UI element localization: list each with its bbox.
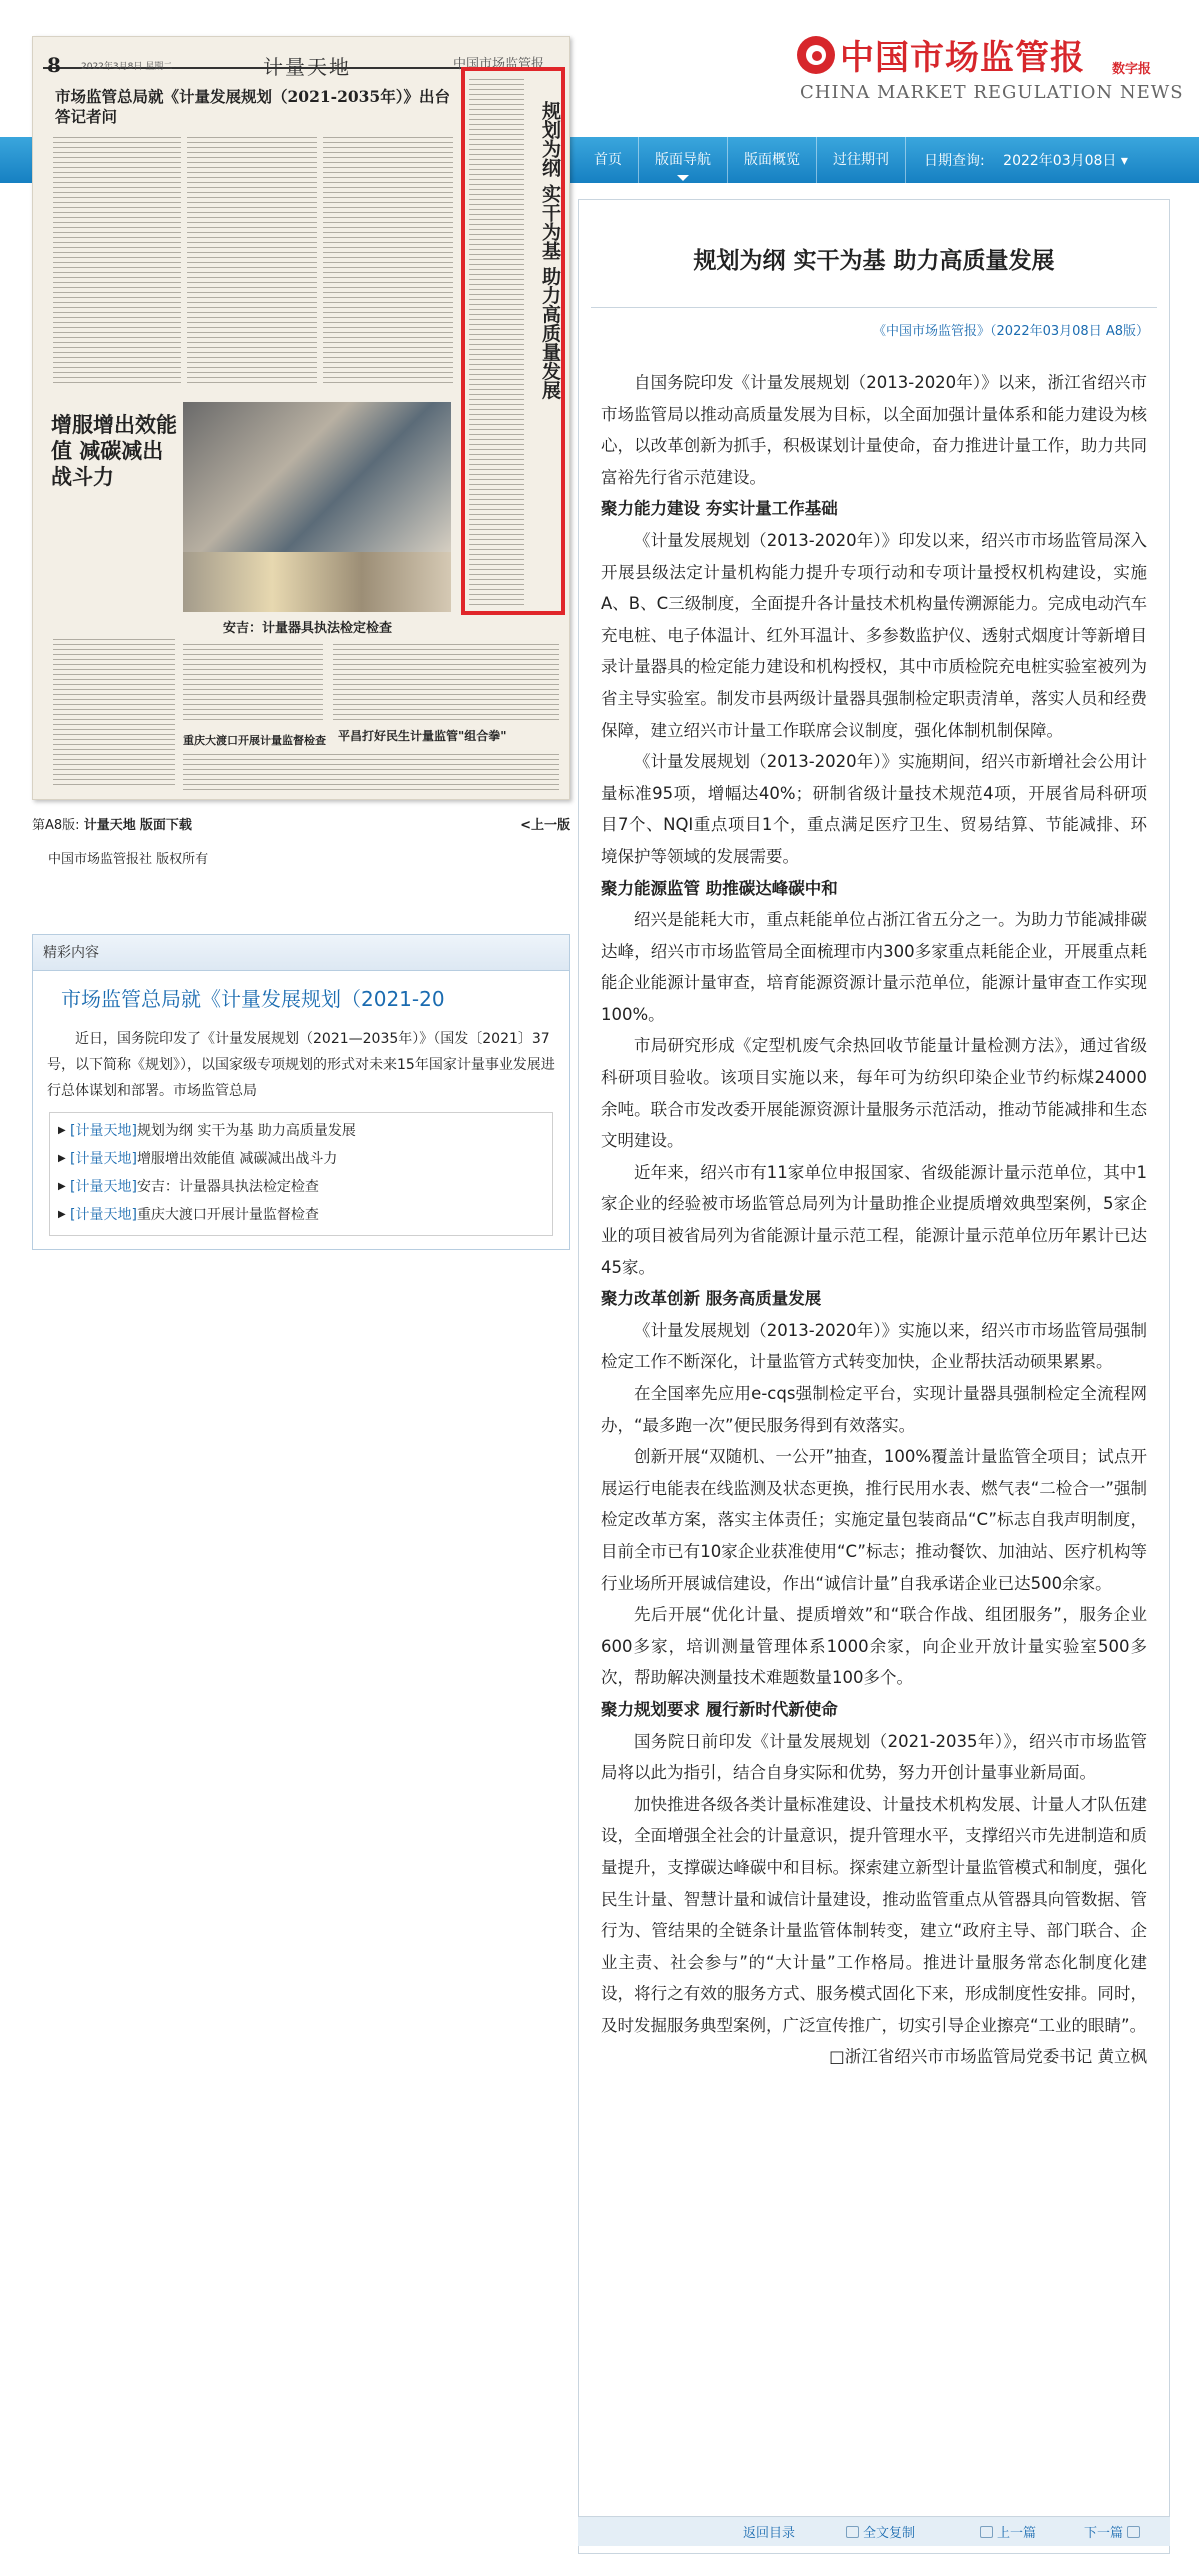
article-body xyxy=(601,367,1147,2073)
featured-panel xyxy=(32,934,570,1250)
side-headline[interactable]: 增服增出效能值 减碳减出战斗力 xyxy=(51,412,177,489)
logo-title[interactable]: 中国市场监管报 xyxy=(840,38,1085,78)
link-text[interactable]: 重庆大渡口开展计量监督检查 xyxy=(136,1207,319,1223)
next-article-button[interactable] xyxy=(1084,2522,1140,2541)
news-photo xyxy=(183,402,451,552)
link-text[interactable]: 安吉：计量器具执法检定检查 xyxy=(136,1179,319,1195)
featured-link[interactable] xyxy=(50,1145,552,1173)
featured-title[interactable]: 市场监管总局就《计量发展规划（2021-20 xyxy=(61,987,445,1011)
copy-icon xyxy=(846,2526,859,2538)
article-subheading: 聚力能源监管 助推碳达峰碳中和 xyxy=(601,878,838,898)
link-tag[interactable]: [计量天地] xyxy=(70,1207,137,1223)
article-paragraph: 创新开展“双随机、一公开”抽查，100%覆盖计量监管全项目；试点开展运行电能表在线监测及状态更换，推行民用水表、燃气表“二检合一”强制检定改革方案，落实主体责任；实施定量包装商品“C”标志自我声明制度，目前全市已有10家企业获准使用“C”标志；推动餐饮、加油站、医疗机构等行业场所开展诚信建设，作出“诚信计量”自我承诺企业已达500余家。 xyxy=(601,1447,1147,1593)
page-section: 计量天地 xyxy=(263,55,351,79)
link-tag[interactable]: [计量天地] xyxy=(70,1179,137,1195)
article-byline: □浙江省绍兴市市场监管局党委书记 黄立枫 xyxy=(829,2047,1147,2067)
text-column xyxy=(183,752,559,792)
back-label: 返回目录 xyxy=(743,2526,796,2541)
prev-label: 上一篇 xyxy=(997,2526,1037,2541)
link-text[interactable]: 规划为纲 实干为基 助力高质量发展 xyxy=(136,1123,356,1139)
article-paragraph: 《计量发展规划（2013-2020年）》印发以来，绍兴市市场监管局深入开展县级法定计量机构能力提升专项行动和专项计量授权机构建设，实施A、B、C三级制度，全面提升各计量技术机构量传溯源能力。完成电动汽车充电桩、电子体温计、红外耳温计、多参数监护仪、透射式烟度计等新增目录计量器具的检定能力建设和机构授权，其中市质检院充电桩实验室被列为省主导实验室。制发市县两级计量器具强制检定职责清单，落实人员和经费保障，建立绍兴市计量工作联席会议制度，强化体制机制保障。 xyxy=(601,530,1147,740)
article-paragraph: 市局研究形成《定型机废气余热回收节能量计量检测方法》，通过省级科研项目验收。该项目实施以来，每年可为纺织印染企业节约标煤24000余吨。联合市发改委开展能源资源计量服务示范活动，推动节能减排和生态文明建设。 xyxy=(601,1036,1147,1151)
date-query xyxy=(906,150,1128,170)
article-title: 规划为纲 实干为基 助力高质量发展 xyxy=(693,248,1055,274)
article-paragraph: 《计量发展规划（2013-2020年）》实施以来，绍兴市市场监管局强制检定工作不断深化，计量监管方式转变加快，企业帮扶活动硕果累累。 xyxy=(601,1320,1147,1372)
page-footer xyxy=(32,814,570,833)
article-paragraph: 在全国率先应用e-cqs强制检定平台，实现计量器具强制检定全流程网办，“最多跑一次”便民服务得到有效落实。 xyxy=(601,1384,1147,1435)
nav-page-navigation[interactable]: 版面导航 xyxy=(639,137,728,183)
copyright: 中国市场监管报社 版权所有 xyxy=(48,852,209,867)
nav-page-overview[interactable]: 版面概览 xyxy=(728,137,817,183)
article-subheading: 聚力能力建设 夯实计量工作基础 xyxy=(601,499,838,519)
small-headline[interactable]: 重庆大渡口开展计量监督检查 xyxy=(183,734,326,747)
next-label: 下一篇 xyxy=(1084,2526,1124,2541)
date-select[interactable]: 2022年03月08日 ▾ xyxy=(1003,153,1128,169)
featured-link[interactable] xyxy=(50,1117,552,1145)
article-panel xyxy=(578,199,1170,2554)
prev-icon xyxy=(980,2526,993,2538)
article-paragraph: 近年来，绍兴市有11家单位申报国家、省级能源计量示范单位，其中1家企业的经验被市场监管总局列为计量助推企业提质增效典型案例，5家企业的项目被省局列为省能源计量示范工程，能源计量示范单位历年累计已达45家。 xyxy=(601,1162,1147,1277)
page-label: 第A8版: xyxy=(32,818,80,833)
featured-link[interactable] xyxy=(50,1201,552,1229)
text-column xyxy=(187,135,317,385)
logo-icon xyxy=(797,36,835,74)
article-paragraph: 自国务院印发《计量发展规划（2013-2020年）》以来，浙江省绍兴市市场监管局以推动高质量发展为目标，以全面加强计量体系和能力建设为核心，以改革创新为抓手，积极谋划计量使命，奋力推进计量工作，助力共同富裕先行省示范建设。 xyxy=(601,373,1147,487)
prev-article-button[interactable] xyxy=(980,2522,1036,2541)
page-number: 8 xyxy=(47,53,61,77)
bullet-triangle-icon: ▶ xyxy=(58,1125,66,1136)
article-subheading: 聚力规划要求 履行新时代新使命 xyxy=(601,1699,838,1719)
text-column xyxy=(323,135,453,385)
text-column xyxy=(53,637,175,787)
logo-english: CHINA MARKET REGULATION NEWS xyxy=(800,82,1184,103)
divider xyxy=(591,307,1157,308)
page-download-link[interactable]: 版面下载 xyxy=(139,818,192,833)
nav-home[interactable]: 首页 xyxy=(578,137,639,183)
article-subheading: 聚力改革创新 服务高质量发展 xyxy=(601,1289,822,1309)
highlight-vertical-title: 规划为纲 实干为基 助力高质量发展 xyxy=(539,101,561,400)
bullet-triangle-icon: ▶ xyxy=(58,1209,66,1220)
photo-caption[interactable]: 安吉：计量器具执法检定检查 xyxy=(223,621,393,636)
article-paragraph: 《计量发展规划（2013-2020年）》实施期间，绍兴市新增社会公用计量标准95项，增幅达40%；研制省级计量技术规范4项，开展省局科研项目7个、NQI重点项目1个，重点满足医疗卫生、贸易结算、节能减排、环境保护等领域的发展需要。 xyxy=(601,752,1147,866)
main-nav xyxy=(578,137,1128,183)
article-paragraph: 绍兴是能耗大市，重点耗能单位占浙江省五分之一。为助力节能减排碳达峰，绍兴市市场监管局全面梳理市内300多家重点耗能企业，开展重点耗能企业能源计量审查，培育能源资源计量示范单位，能源计量审查工作实现100%。 xyxy=(601,910,1147,1024)
date-label: 日期查询: xyxy=(924,153,985,169)
page-section-label: 计量天地 xyxy=(83,818,136,833)
article-paragraph: 先后开展“优化计量、提质增效”和“联合作战、组团服务”，服务企业600多家，培训测量管理体系1000余家，向企业开放计量实验室500多次，帮助解决测量技术难题数量100多个。 xyxy=(601,1605,1147,1688)
newspaper-page-thumbnail[interactable] xyxy=(32,36,570,800)
back-to-toc-button[interactable] xyxy=(743,2522,795,2541)
link-tag[interactable]: [计量天地] xyxy=(70,1123,137,1139)
text-column xyxy=(53,135,181,385)
link-tag[interactable]: [计量天地] xyxy=(70,1151,137,1167)
text-column xyxy=(183,642,323,722)
page-headline[interactable]: 市场监管总局就《计量发展规划（2021-2035年）》出台答记者问 xyxy=(55,87,450,126)
nav-past-issues[interactable]: 过往期刊 xyxy=(817,137,906,183)
featured-heading: 精彩内容 xyxy=(33,935,569,971)
featured-link-list xyxy=(49,1112,553,1236)
selected-article-highlight[interactable] xyxy=(461,67,565,615)
article-source: 《中国市场监管报》（2022年03月08日 A8版） xyxy=(873,324,1149,339)
copy-label: 全文复制 xyxy=(863,2526,916,2541)
text-column xyxy=(333,642,559,722)
copy-fulltext-button[interactable] xyxy=(846,2522,915,2541)
small-headline[interactable]: 平昌打好民生计量监管"组合拳" xyxy=(338,729,507,743)
article-paragraph: 加快推进各级各类计量标准建设、计量技术机构发展、计量人才队伍建设，全面增强全社会的计量意识，提升管理水平，支撑绍兴市先进制造和质量提升，支撑碳达峰碳中和目标。探索建立新型计量监管模式和制度，强化民生计量、智慧计量和诚信计量建设，推动监管重点从管器具向管数据、管行为、管结果的全链条计量监管体制转变，建立“政府主导、部门联合、企业主责、社会参与”的“大计量”工作格局。推进计量服务常态化制度化建设，将行之有效的服务方式、服务模式固化下来，形成制度性安排。同时，及时发掘服务典型案例，广泛宣传推广，切实引导企业擦亮“工业的眼睛”。 xyxy=(601,1794,1147,2035)
featured-link[interactable] xyxy=(50,1173,552,1201)
featured-summary: 近日，国务院印发了《计量发展规划（2021—2035年）》（国发〔2021〕37号，以下简称《规划》），以国家级专项规划的形式对未来15年国家计量事业发展进行总体谋划和部署。市场监管总局 xyxy=(47,1031,555,1099)
news-photo xyxy=(183,552,451,612)
logo-tag: 数字报 xyxy=(1112,62,1152,77)
bullet-triangle-icon: ▶ xyxy=(58,1153,66,1164)
next-icon xyxy=(1127,2526,1140,2538)
article-paragraph: 国务院日前印发《计量发展规划（2021-2035年）》，绍兴市市场监管局将以此为指引，结合自身实际和优势，努力开创计量事业新局面。 xyxy=(601,1731,1147,1783)
prev-page-link[interactable]: <上一版 xyxy=(520,818,570,833)
article-toolbar xyxy=(578,2516,1170,2546)
bullet-triangle-icon: ▶ xyxy=(58,1181,66,1192)
page-date: 2022年3月8日 星期二 xyxy=(81,62,173,72)
link-text[interactable]: 增服增出效能值 减碳减出战斗力 xyxy=(136,1151,338,1167)
page-masthead: 中国市场监管报 xyxy=(453,57,545,72)
